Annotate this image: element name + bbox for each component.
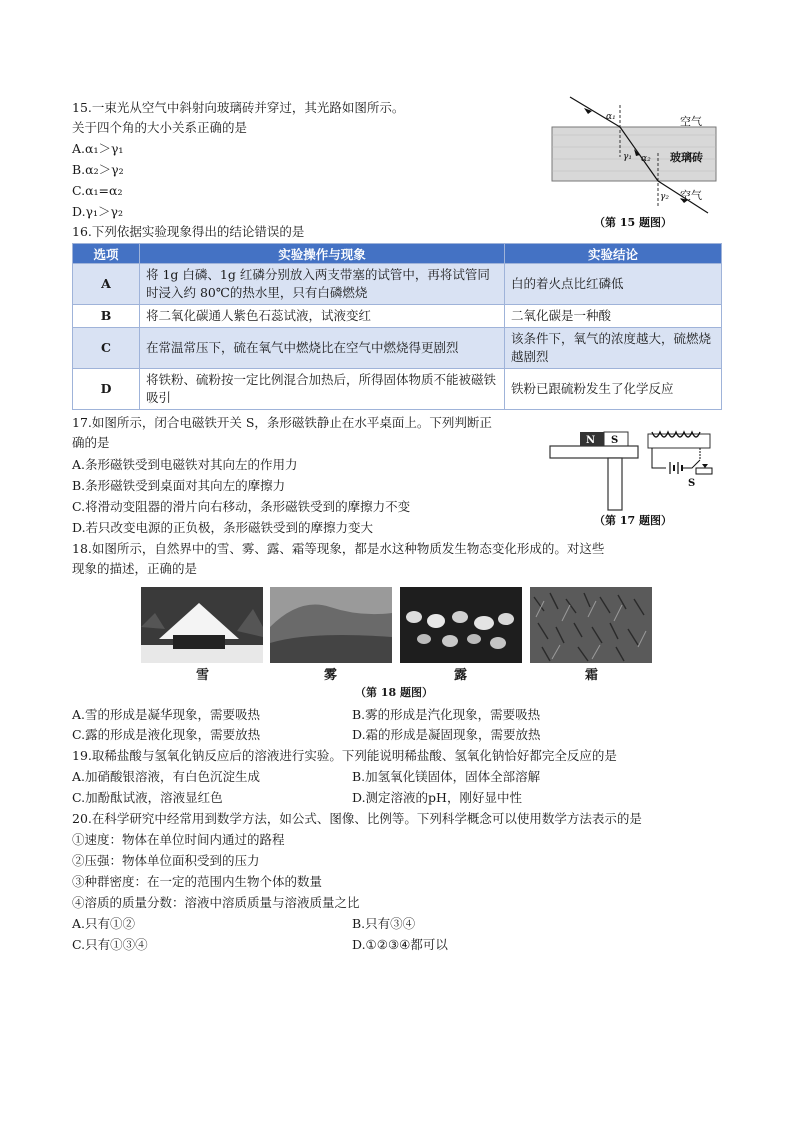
q17-electromagnet-figure: [548, 424, 728, 532]
rheostat: [696, 468, 712, 474]
table-header-cell: 实验操作与现象: [140, 244, 505, 264]
q18-option-c: C.露的形成是液化现象，需要放热: [72, 727, 261, 742]
table-row: [73, 264, 722, 305]
table-header-cell: 实验结论: [505, 244, 722, 264]
table-leg: [608, 458, 622, 510]
dew-photo: [400, 587, 522, 663]
q17-option-a: A.条形磁铁受到电磁铁对其向左的作用力: [72, 457, 298, 472]
q15-option-b: B.α₂＞γ₂: [72, 162, 124, 177]
snow-label: 雪: [196, 668, 210, 683]
table-cell-conclusion: 铁粉已跟硫粉发生了化学反应: [505, 369, 722, 410]
q18-option-b: B.雾的形成是汽化现象，需要吸热: [352, 707, 541, 722]
q19-option-d: D.测定溶液的pH，刚好显中性: [352, 790, 522, 805]
q17-option-c: C.将滑动变阻器的滑片向右移动，条形磁铁受到的摩擦力不变: [72, 499, 411, 514]
gamma2-label: γ₂: [660, 192, 669, 202]
table-row: [73, 328, 722, 369]
table-row: [73, 369, 722, 410]
q20-option-b: B.只有③④: [352, 916, 416, 931]
alpha2-label: α₂: [641, 154, 651, 164]
table-top: [550, 446, 638, 458]
fog-label: 雾: [324, 668, 338, 683]
q20-item-2: ②压强：物体单位面积受到的压力: [72, 853, 260, 868]
q20-option-c: C.只有①③④: [72, 937, 148, 952]
frost-photo: [530, 587, 652, 663]
q18-option-d: D.霜的形成是凝固现象，需要放热: [352, 727, 541, 742]
air-top-label: 空气: [680, 115, 702, 128]
table-cell-option: C: [73, 328, 140, 369]
q19-option-b: B.加氢氧化镁固体，固体全部溶解: [352, 769, 541, 784]
table-cell-option: A: [73, 264, 140, 305]
q16-stem: 16.下列依据实验现象得出的结论错误的是: [72, 224, 305, 239]
table-cell-conclusion: 二氧化碳是一种酸: [505, 305, 722, 328]
alpha1-label: α₁: [606, 112, 616, 122]
gamma1-label: γ₁: [623, 152, 632, 162]
table-cell-operation: 将 1g 白磷、1g 红磷分别放入两支带塞的试管中，再将试管同时浸入约 80℃的热水里，只有白磷燃烧: [140, 264, 505, 305]
s-pole-label: S: [611, 435, 619, 446]
q17-stem: 17.如图所示，闭合电磁铁开关 S，条形磁铁静止在水平桌面上。下列判断正: [72, 415, 492, 430]
q17-option-b: B.条形磁铁受到桌面对其向左的摩擦力: [72, 478, 286, 493]
q15-option-c: C.α₁=α₂: [72, 183, 123, 198]
q15-refraction-figure: [548, 95, 728, 230]
table-cell-conclusion: 该条件下，氧气的浓度越大，硫燃烧越剧烈: [505, 328, 722, 369]
q18-stem: 18.如图所示，自然界中的雪、雾、露、霜等现象，都是水这种物质发生物态变化形成的。对这些: [72, 541, 605, 556]
q20-option-d: D.①②③④都可以: [352, 937, 448, 952]
q16-table: [72, 243, 722, 410]
table-header-cell: 选项: [73, 244, 140, 264]
switch-label: S: [688, 478, 696, 489]
n-pole-label: N: [586, 435, 596, 446]
dew-label: 露: [454, 668, 468, 683]
q19-option-c: C.加酚酞试液，溶液显红色: [72, 790, 223, 805]
table-cell-operation: 将铁粉、硫粉按一定比例混合加热后，所得固体物质不能被磁铁吸引: [140, 369, 505, 410]
table-cell-operation: 将二氧化碳通人紫色石蕊试液，试液变红: [140, 305, 505, 328]
q20-item-1: ①速度：物体在单位时间内通过的路程: [72, 832, 285, 847]
frost-label: 霜: [585, 668, 599, 683]
q17-caption: （第 17 题图）: [594, 514, 672, 527]
air-bottom-label: 空气: [680, 189, 702, 202]
fog-photo: [270, 587, 392, 663]
q15-stem-2: 关于四个角的大小关系正确的是: [72, 120, 248, 135]
q20-stem: 20.在科学研究中经常用到数学方法，如公式、图像、比例等。下列科学概念可以使用数学方法表示的是: [72, 811, 642, 826]
table-cell-option: D: [73, 369, 140, 410]
table-row: [73, 305, 722, 328]
table-header: [73, 244, 722, 264]
q15-option-d: D.γ₁＞γ₂: [72, 204, 124, 219]
q17-option-d: D.若只改变电源的正负极，条形磁铁受到的摩擦力变大: [72, 520, 374, 535]
q19-stem: 19.取稀盐酸与氢氧化钠反应后的溶液进行实验。下列能说明稀盐酸、氢氧化钠恰好都完全反应的是: [72, 748, 617, 763]
glass-label: 玻璃砖: [670, 151, 703, 164]
q20-item-3: ③种群密度：在一定的范围内生物个体的数量: [72, 874, 323, 889]
q15-caption: （第 15 题图）: [594, 216, 672, 229]
q18-stem-2: 现象的描述，正确的是: [72, 561, 198, 576]
q15-stem: 15.一束光从空气中斜射向玻璃砖并穿过，其光路如图所示。: [72, 100, 405, 115]
table-cell-conclusion: 白的着火点比红磷低: [505, 264, 722, 305]
q18-option-a: A.雪的形成是凝华现象，需要吸热: [72, 707, 261, 722]
table-cell-operation: 在常温常压下，硫在氧气中燃烧比在空气中燃烧得更剧烈: [140, 328, 505, 369]
q19-option-a: A.加硝酸银溶液，有白色沉淀生成: [72, 769, 261, 784]
snow-photo: [141, 587, 263, 663]
q20-item-4: ④溶质的质量分数：溶液中溶质质量与溶液质量之比: [72, 895, 360, 910]
q20-option-a: A.只有①②: [72, 916, 136, 931]
q18-caption: （第 18 题图）: [355, 686, 433, 699]
q15-option-a: A.α₁＞γ₁: [72, 141, 124, 156]
q17-stem-2: 确的是: [72, 435, 110, 450]
table-cell-option: B: [73, 305, 140, 328]
